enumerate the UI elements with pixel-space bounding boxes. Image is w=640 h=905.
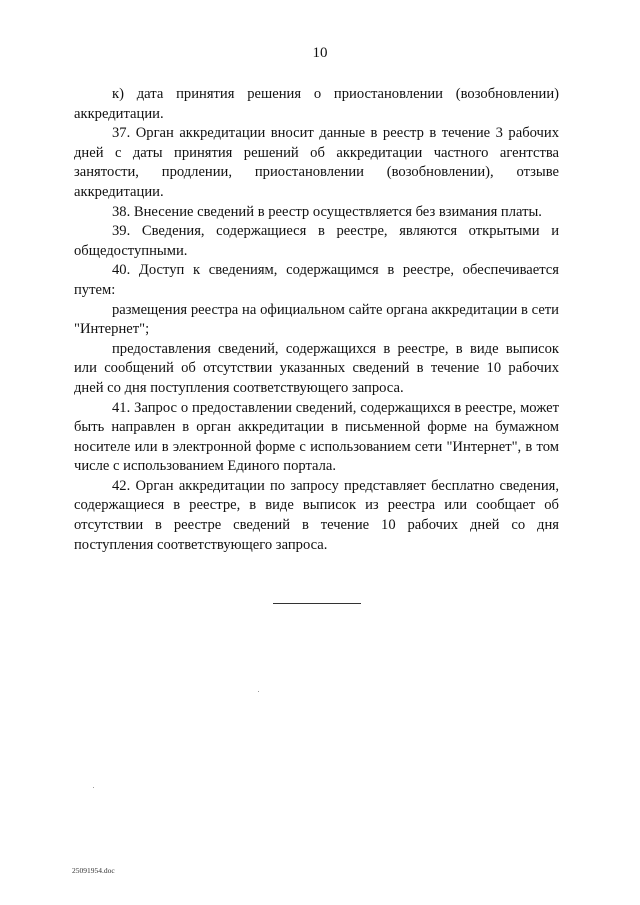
paragraph-38: 38. Внесение сведений в реестр осуществляется без взимания платы. <box>112 203 542 220</box>
paragraph-42: 42. Орган аккредитации по запросу представляет бесплатно сведения, содержащиеся в реестре, в виде выписок из реестра или сообщает об отсутствии в реестре сведений в течение 10 рабочих дней со дня поступления соответствующего запроса. <box>74 477 559 553</box>
paragraph-40: 40. Доступ к сведениям, содержащимся в реестре, обеспечивается путем: <box>74 262 559 298</box>
scan-speck <box>258 691 259 692</box>
document-file-code: 25091954.doc <box>72 866 115 875</box>
paragraph-39: 39. Сведения, содержащиеся в реестре, являются открытыми и общедоступными. <box>74 223 559 259</box>
paragraph-41: 41. Запрос о предоставлении сведений, содержащихся в реестре, может быть направлен в орган аккредитации в письменной форме на бумажном носителе или в электронной форме с использованием сети "Интернет", в том числе с использованием Единого портала. <box>74 399 559 475</box>
document-body <box>74 85 559 555</box>
scan-speck <box>93 787 94 788</box>
paragraph-40-method-1: размещения реестра на официальном сайте органа аккредитации в сети "Интернет"; <box>74 301 559 338</box>
page-number: 10 <box>312 45 328 61</box>
paragraph-item-k: к) дата принятия решения о приостановлении (возобновлении) аккредитации. <box>74 86 559 122</box>
paragraph-37: 37. Орган аккредитации вносит данные в реестр в течение 3 рабочих дней с даты принятия решений об аккредитации частного агентства занятости, продлении, приостановлении (возобновлении), отзыве аккредитации. <box>74 125 559 200</box>
end-of-text-rule <box>273 603 361 604</box>
paragraph-40-method-2: предоставления сведений, содержащихся в реестре, в виде выписок или сообщений об отсутствии указанных сведений в течение 10 рабочих дней со дня поступления соответствующего запроса. <box>74 340 559 396</box>
